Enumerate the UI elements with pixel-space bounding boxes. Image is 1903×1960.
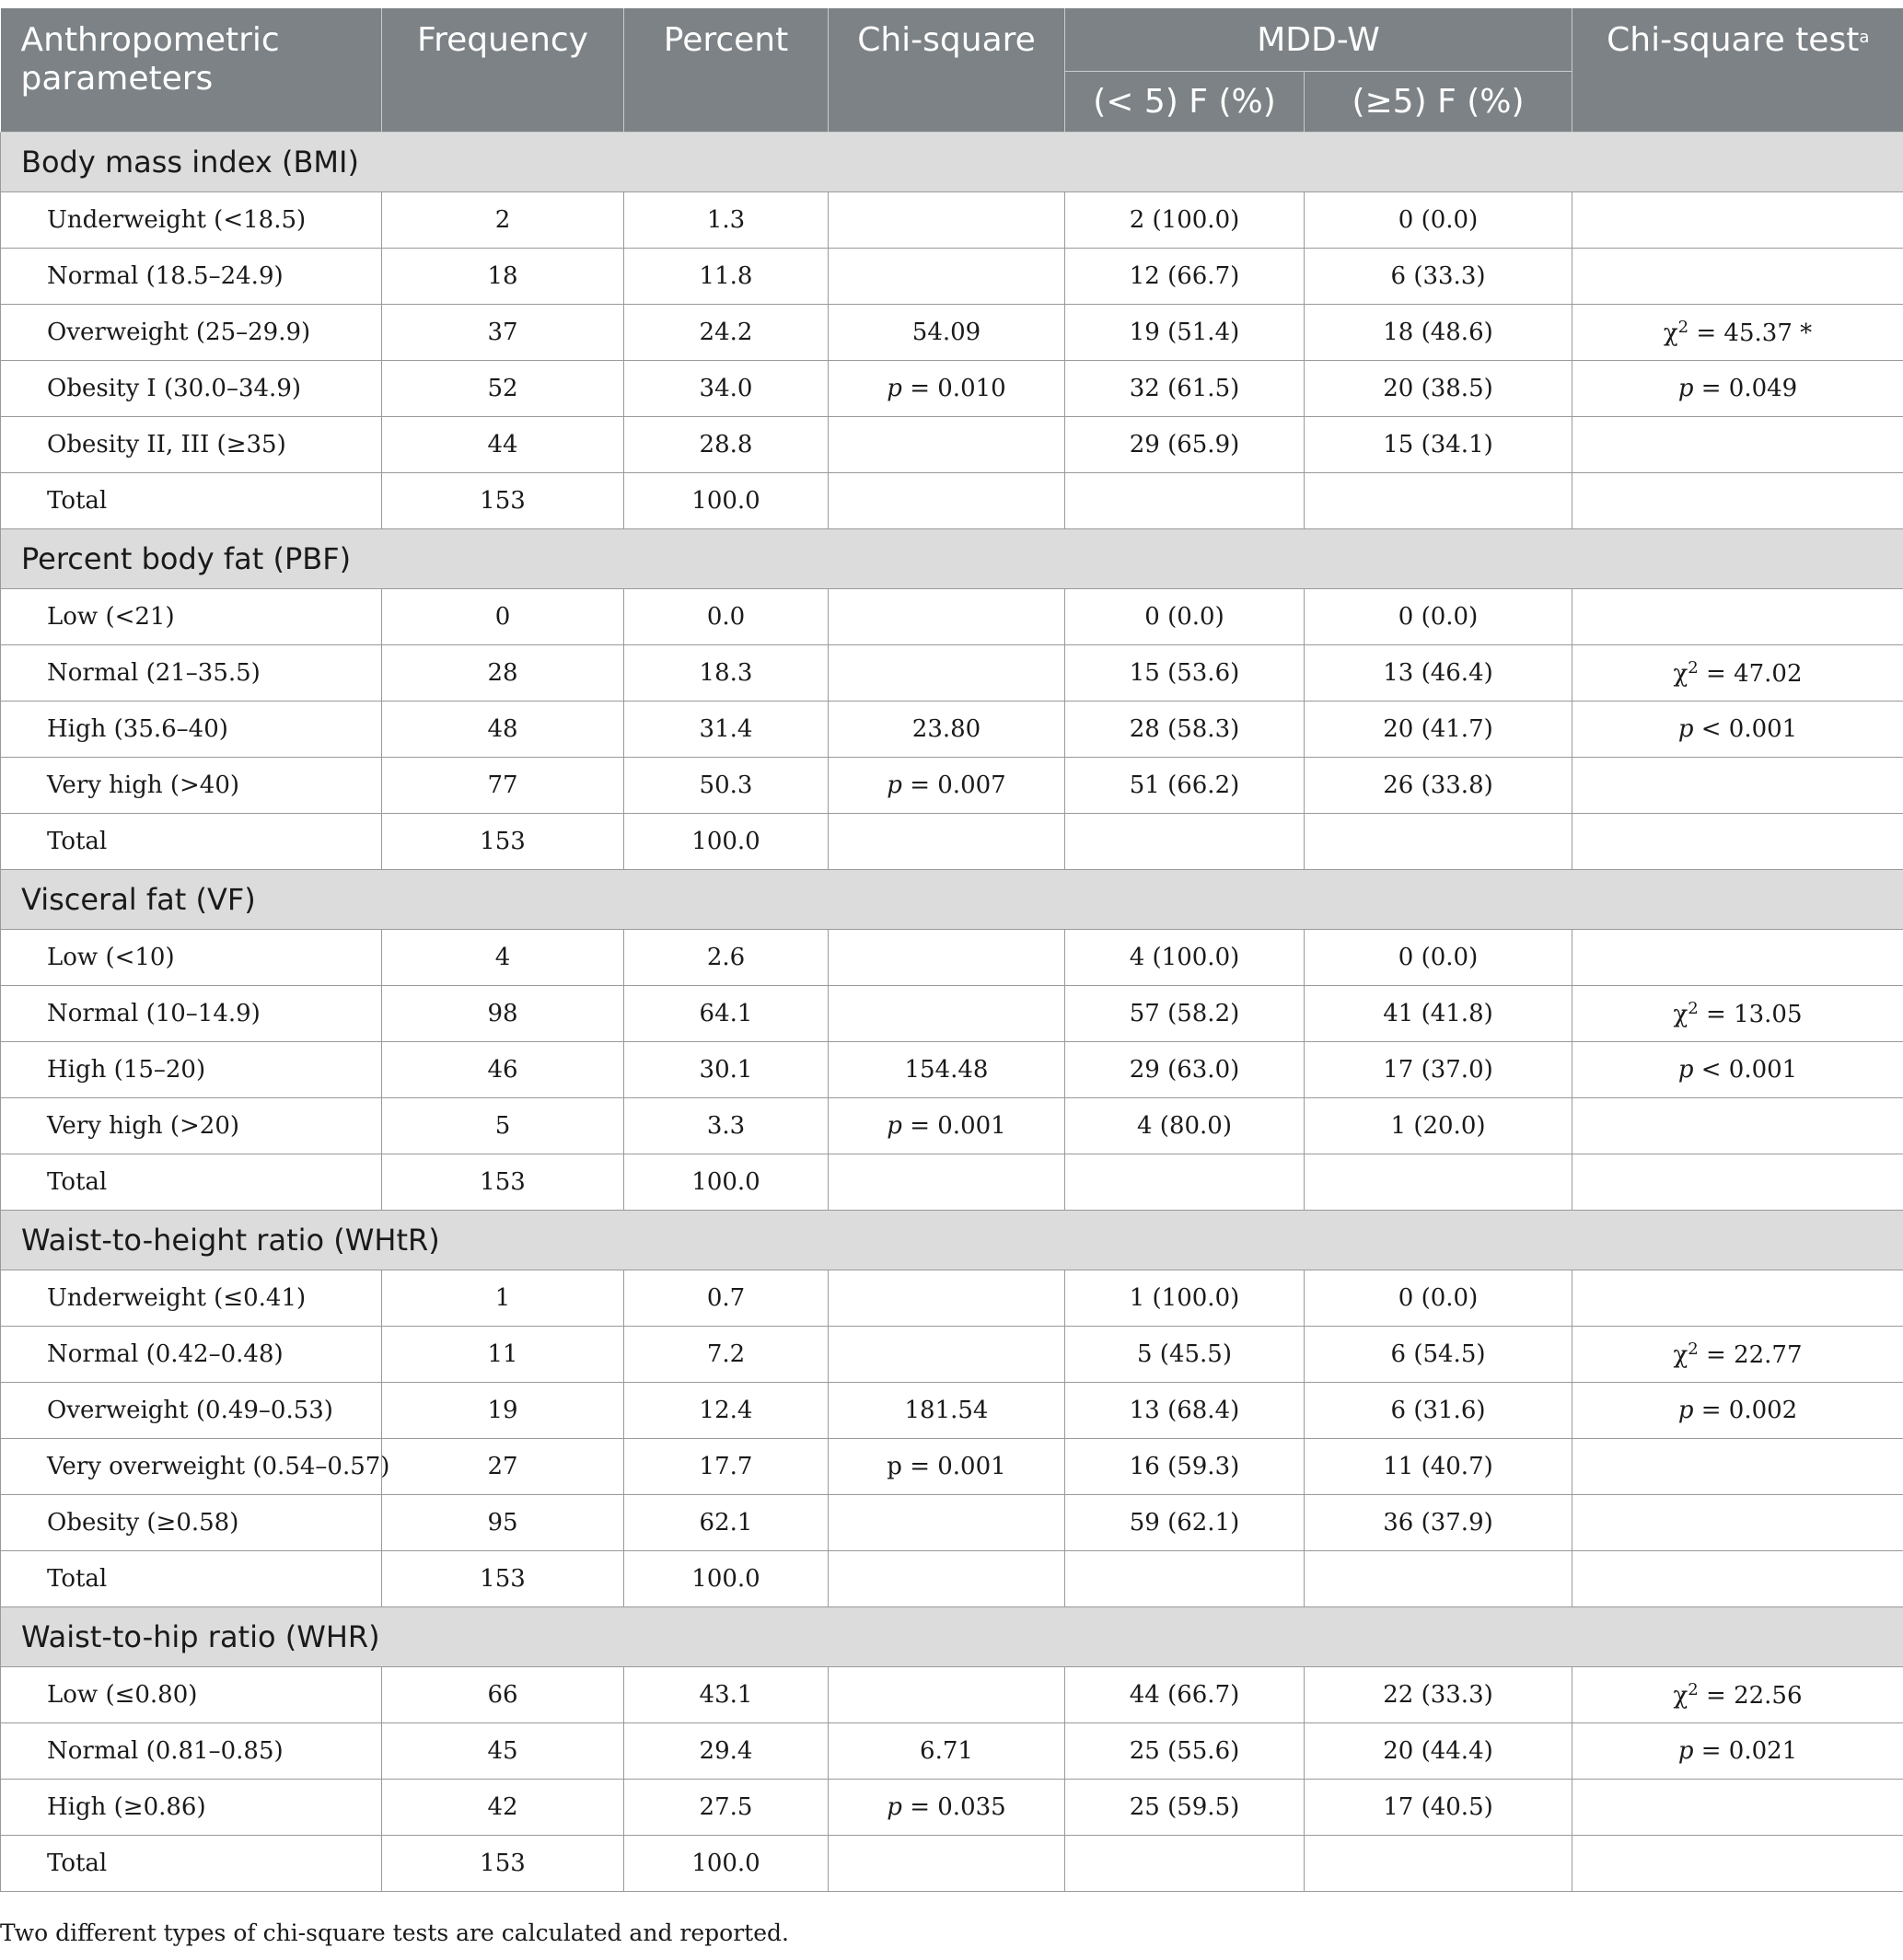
mddw-ge5-cell: 0 (0.0): [1305, 930, 1572, 986]
row-label: Total: [1, 473, 382, 529]
mddw-lt5-cell: 13 (68.4): [1065, 1383, 1305, 1439]
chi-square-test-cell: [1572, 192, 1903, 249]
chi-square-cell: [829, 1098, 1065, 1154]
table-row: [1, 305, 1903, 361]
percent-cell: 29.4: [624, 1723, 829, 1780]
squared-superscript: 2: [1688, 1340, 1699, 1359]
chi-square-test-cell: [1572, 702, 1903, 758]
chi-square-test-cell: [1572, 1439, 1903, 1495]
chi-square-cell: [829, 702, 1065, 758]
table-row: [1, 192, 1903, 249]
percent-cell: 43.1: [624, 1667, 829, 1723]
percent-cell: 1.3: [624, 192, 829, 249]
frequency-cell: 66: [382, 1667, 624, 1723]
header-anthropometric-parameters: Anthropometric parameters: [1, 8, 382, 133]
chi-square-cell: [829, 361, 1065, 417]
row-label: Overweight (25–29.9): [1, 305, 382, 361]
chi-square-cell: [829, 305, 1065, 361]
frequency-cell: 153: [382, 473, 624, 529]
header-chi-square: Chi-square: [829, 8, 1065, 133]
percent-cell: 50.3: [624, 758, 829, 814]
row-label: Very overweight (0.54–0.57): [1, 1439, 382, 1495]
chi-square-cell: [829, 814, 1065, 870]
table-row: [1, 758, 1903, 814]
row-label: Normal (0.42–0.48): [1, 1327, 382, 1383]
chi-square-test-cell: [1572, 361, 1903, 417]
mddw-ge5-cell: 15 (34.1): [1305, 417, 1572, 473]
chi-square-test-cell: [1572, 473, 1903, 529]
chi-symbol: χ: [1673, 1341, 1688, 1369]
p-symbol: p: [887, 375, 902, 402]
chi-square-cell: [829, 1836, 1065, 1892]
row-label: High (35.6–40): [1, 702, 382, 758]
chi-square-test-cell: [1572, 1780, 1903, 1836]
chi-square-cell: [829, 589, 1065, 645]
mddw-ge5-cell: 18 (48.6): [1305, 305, 1572, 361]
anthropometric-table: [0, 8, 1903, 1892]
mddw-lt5-cell: 4 (100.0): [1065, 930, 1305, 986]
frequency-cell: 18: [382, 249, 624, 305]
table-body: [1, 133, 1903, 1892]
mddw-lt5-cell: 15 (53.6): [1065, 645, 1305, 702]
frequency-cell: 153: [382, 814, 624, 870]
table-row: [1, 1780, 1903, 1836]
percent-cell: 31.4: [624, 702, 829, 758]
percent-cell: 62.1: [624, 1495, 829, 1551]
frequency-cell: 153: [382, 1551, 624, 1607]
chi-square-test-cell: [1572, 249, 1903, 305]
mddw-ge5-cell: 17 (40.5): [1305, 1780, 1572, 1836]
row-label: Obesity I (30.0–34.9): [1, 361, 382, 417]
table-row: [1, 1495, 1903, 1551]
p-symbol: p: [887, 1112, 902, 1140]
row-label: Underweight (≤0.41): [1, 1270, 382, 1327]
table-footnote: Two different types of chi-square tests are calculated and reported.: [0, 1919, 789, 1946]
section-title: Percent body fat (PBF): [1, 529, 1903, 589]
mddw-ge5-cell: 17 (37.0): [1305, 1042, 1572, 1098]
row-label: Normal (0.81–0.85): [1, 1723, 382, 1780]
table-row: [1, 249, 1903, 305]
frequency-cell: 153: [382, 1836, 624, 1892]
row-label: Obesity (≥0.58): [1, 1495, 382, 1551]
row-label: Total: [1, 814, 382, 870]
row-label: Total: [1, 1154, 382, 1211]
percent-cell: 28.8: [624, 417, 829, 473]
chi-square-cell: [829, 758, 1065, 814]
frequency-cell: 1: [382, 1270, 624, 1327]
header-chi-square-test: [1572, 8, 1903, 133]
frequency-cell: 37: [382, 305, 624, 361]
p-symbol: p: [887, 1793, 902, 1821]
p-value: = 0.035: [901, 1793, 1006, 1821]
squared-superscript: 2: [1677, 318, 1689, 337]
p-symbol: p: [1677, 1737, 1694, 1765]
frequency-cell: 153: [382, 1154, 624, 1211]
mddw-lt5-cell: [1065, 1836, 1305, 1892]
table-row: [1, 1551, 1903, 1607]
mddw-ge5-cell: [1305, 1551, 1572, 1607]
row-label: Total: [1, 1836, 382, 1892]
frequency-cell: 4: [382, 930, 624, 986]
frequency-cell: 5: [382, 1098, 624, 1154]
mddw-lt5-cell: [1065, 1551, 1305, 1607]
chi-square-cell: [829, 1327, 1065, 1383]
row-label: Obesity II, III (≥35): [1, 417, 382, 473]
section-header-row: [1, 870, 1903, 930]
row-label: High (15–20): [1, 1042, 382, 1098]
mddw-lt5-cell: 29 (63.0): [1065, 1042, 1305, 1098]
chi-square-test-cell: [1572, 645, 1903, 702]
mddw-ge5-cell: [1305, 1154, 1572, 1211]
section-title: Visceral fat (VF): [1, 870, 1903, 930]
frequency-cell: 2: [382, 192, 624, 249]
chi-symbol: χ: [1663, 319, 1678, 347]
mddw-lt5-cell: 2 (100.0): [1065, 192, 1305, 249]
percent-cell: 17.7: [624, 1439, 829, 1495]
row-label: Very high (>40): [1, 758, 382, 814]
frequency-cell: 27: [382, 1439, 624, 1495]
header-frequency: Frequency: [382, 8, 624, 133]
table-row: [1, 1667, 1903, 1723]
chi-square-test-cell: [1572, 1270, 1903, 1327]
chi-square-test-cell: [1572, 1154, 1903, 1211]
chi-square-test-cell: [1572, 930, 1903, 986]
mddw-ge5-cell: [1305, 473, 1572, 529]
percent-cell: 7.2: [624, 1327, 829, 1383]
chi-symbol: χ: [1673, 1001, 1688, 1028]
chi-square-test-cell: [1572, 1383, 1903, 1439]
p-value: = 0.049: [1693, 375, 1798, 402]
frequency-cell: 42: [382, 1780, 624, 1836]
chi-square-test-cell: [1572, 417, 1903, 473]
chi-square-cell: [829, 1667, 1065, 1723]
mddw-ge5-cell: 41 (41.8): [1305, 986, 1572, 1042]
table-row: [1, 417, 1903, 473]
percent-cell: 2.6: [624, 930, 829, 986]
chi-square-test-cell: [1572, 1667, 1903, 1723]
p-symbol: p: [1677, 1397, 1694, 1424]
chi-square-test-cell: [1572, 814, 1903, 870]
table-row: [1, 1723, 1903, 1780]
frequency-cell: 11: [382, 1327, 624, 1383]
row-label: Low (≤0.80): [1, 1667, 382, 1723]
mddw-ge5-cell: 20 (38.5): [1305, 361, 1572, 417]
mddw-lt5-cell: 5 (45.5): [1065, 1327, 1305, 1383]
p-symbol: p: [887, 771, 902, 799]
percent-cell: 0.7: [624, 1270, 829, 1327]
section-header-row: [1, 529, 1903, 589]
table-row: [1, 361, 1903, 417]
mddw-ge5-cell: 6 (54.5): [1305, 1327, 1572, 1383]
mddw-lt5-cell: 57 (58.2): [1065, 986, 1305, 1042]
table-row: [1, 1270, 1903, 1327]
table-row: [1, 702, 1903, 758]
footnote-marker-a: a: [1859, 28, 1870, 47]
p-value: = 0.001: [901, 1112, 1006, 1140]
p-value: = 0.010: [901, 375, 1006, 402]
header-chi-square-test-label: Chi-square test: [1607, 21, 1860, 59]
mddw-ge5-cell: 36 (37.9): [1305, 1495, 1572, 1551]
percent-cell: 100.0: [624, 1154, 829, 1211]
chi-square-test-cell: [1572, 1723, 1903, 1780]
row-label: High (≥0.86): [1, 1780, 382, 1836]
mddw-lt5-cell: 29 (65.9): [1065, 417, 1305, 473]
squared-superscript: 2: [1688, 1680, 1699, 1699]
row-label: Normal (18.5–24.9): [1, 249, 382, 305]
mddw-lt5-cell: 32 (61.5): [1065, 361, 1305, 417]
p-value: = 0.021: [1693, 1737, 1798, 1765]
chi-square-statistic: = 45.37 *: [1688, 319, 1813, 347]
table-row: [1, 589, 1903, 645]
mddw-lt5-cell: 16 (59.3): [1065, 1439, 1305, 1495]
p-value: < 0.001: [1693, 715, 1798, 743]
header-percent: Percent: [624, 8, 829, 133]
section-title: Waist-to-hip ratio (WHR): [1, 1607, 1903, 1667]
frequency-cell: 19: [382, 1383, 624, 1439]
mddw-ge5-cell: 20 (41.7): [1305, 702, 1572, 758]
mddw-lt5-cell: [1065, 473, 1305, 529]
mddw-lt5-cell: 4 (80.0): [1065, 1098, 1305, 1154]
table-row: [1, 814, 1903, 870]
row-label: Overweight (0.49–0.53): [1, 1383, 382, 1439]
table-row: [1, 1439, 1903, 1495]
row-label: Very high (>20): [1, 1098, 382, 1154]
chi-square-cell: [829, 1723, 1065, 1780]
chi-square-test-cell: [1572, 1098, 1903, 1154]
mddw-lt5-cell: 44 (66.7): [1065, 1667, 1305, 1723]
chi-square-test-cell: [1572, 1327, 1903, 1383]
percent-cell: 3.3: [624, 1098, 829, 1154]
chi-square-value: p = 0.001: [887, 1453, 1006, 1480]
percent-cell: 12.4: [624, 1383, 829, 1439]
p-symbol: p: [1677, 375, 1694, 402]
chi-square-test-cell: [1572, 986, 1903, 1042]
frequency-cell: 98: [382, 986, 624, 1042]
row-label: Low (<21): [1, 589, 382, 645]
section-header-row: [1, 1607, 1903, 1667]
mddw-ge5-cell: 0 (0.0): [1305, 1270, 1572, 1327]
row-label: Low (<10): [1, 930, 382, 986]
mddw-ge5-cell: 20 (44.4): [1305, 1723, 1572, 1780]
mddw-ge5-cell: [1305, 1836, 1572, 1892]
chi-square-cell: [829, 1495, 1065, 1551]
row-label: Normal (10–14.9): [1, 986, 382, 1042]
table-row: [1, 1383, 1903, 1439]
mddw-lt5-cell: 12 (66.7): [1065, 249, 1305, 305]
percent-cell: 0.0: [624, 589, 829, 645]
p-symbol: p: [1677, 1056, 1694, 1084]
p-value: = 0.002: [1693, 1397, 1798, 1424]
percent-cell: 64.1: [624, 986, 829, 1042]
chi-square-test-cell: [1572, 1042, 1903, 1098]
chi-square-statistic: = 13.05: [1698, 1001, 1803, 1028]
mddw-lt5-cell: 1 (100.0): [1065, 1270, 1305, 1327]
p-value: = 0.007: [901, 771, 1006, 799]
chi-square-cell: [829, 1551, 1065, 1607]
chi-square-cell: [829, 1780, 1065, 1836]
table-row: [1, 1098, 1903, 1154]
mddw-ge5-cell: 0 (0.0): [1305, 589, 1572, 645]
table-row: [1, 986, 1903, 1042]
percent-cell: 27.5: [624, 1780, 829, 1836]
chi-square-value: 181.54: [904, 1397, 989, 1424]
percent-cell: 30.1: [624, 1042, 829, 1098]
row-label: Total: [1, 1551, 382, 1607]
mddw-ge5-cell: 11 (40.7): [1305, 1439, 1572, 1495]
percent-cell: 11.8: [624, 249, 829, 305]
chi-square-cell: [829, 930, 1065, 986]
section-title: Body mass index (BMI): [1, 133, 1903, 192]
frequency-cell: 77: [382, 758, 624, 814]
mddw-lt5-cell: 59 (62.1): [1065, 1495, 1305, 1551]
chi-square-cell: [829, 1042, 1065, 1098]
mddw-ge5-cell: 26 (33.8): [1305, 758, 1572, 814]
table-row: [1, 1042, 1903, 1098]
table-row: [1, 1836, 1903, 1892]
table-row: [1, 645, 1903, 702]
table-row: [1, 473, 1903, 529]
percent-cell: 100.0: [624, 473, 829, 529]
mddw-lt5-cell: 28 (58.3): [1065, 702, 1305, 758]
p-symbol: p: [1677, 715, 1694, 743]
frequency-cell: 0: [382, 589, 624, 645]
chi-square-cell: [829, 1383, 1065, 1439]
percent-cell: 100.0: [624, 814, 829, 870]
chi-square-value: 54.09: [911, 319, 981, 346]
mddw-lt5-cell: [1065, 814, 1305, 870]
mddw-lt5-cell: 25 (55.6): [1065, 1723, 1305, 1780]
header-mddw-lt5: (< 5) F (%): [1065, 72, 1305, 133]
section-header-row: [1, 133, 1903, 192]
chi-square-test-cell: [1572, 758, 1903, 814]
header-mddw-ge5: (≥5) F (%): [1305, 72, 1572, 133]
chi-square-value: 23.80: [911, 715, 981, 743]
chi-square-statistic: = 22.56: [1698, 1682, 1803, 1710]
mddw-lt5-cell: 51 (66.2): [1065, 758, 1305, 814]
mddw-lt5-cell: [1065, 1154, 1305, 1211]
mddw-ge5-cell: 22 (33.3): [1305, 1667, 1572, 1723]
mddw-ge5-cell: 0 (0.0): [1305, 192, 1572, 249]
frequency-cell: 45: [382, 1723, 624, 1780]
chi-square-cell: [829, 1270, 1065, 1327]
chi-square-cell: [829, 645, 1065, 702]
mddw-ge5-cell: 13 (46.4): [1305, 645, 1572, 702]
row-label: Normal (21–35.5): [1, 645, 382, 702]
mddw-ge5-cell: 6 (33.3): [1305, 249, 1572, 305]
chi-square-test-cell: [1572, 305, 1903, 361]
mddw-ge5-cell: 6 (31.6): [1305, 1383, 1572, 1439]
header-mdd-w: MDD-W: [1065, 8, 1572, 72]
chi-square-cell: [829, 473, 1065, 529]
frequency-cell: 28: [382, 645, 624, 702]
frequency-cell: 95: [382, 1495, 624, 1551]
mddw-ge5-cell: 1 (20.0): [1305, 1098, 1572, 1154]
chi-square-statistic: = 47.02: [1698, 660, 1803, 688]
percent-cell: 34.0: [624, 361, 829, 417]
chi-square-test-cell: [1572, 1495, 1903, 1551]
mddw-lt5-cell: 25 (59.5): [1065, 1780, 1305, 1836]
p-value: < 0.001: [1693, 1056, 1798, 1084]
chi-square-cell: [829, 417, 1065, 473]
chi-square-cell: [829, 1439, 1065, 1495]
squared-superscript: 2: [1688, 658, 1699, 678]
section-title: Waist-to-height ratio (WHtR): [1, 1211, 1903, 1270]
chi-square-test-cell: [1572, 1836, 1903, 1892]
chi-square-value: 6.71: [920, 1737, 973, 1765]
mddw-lt5-cell: 19 (51.4): [1065, 305, 1305, 361]
table-row: [1, 1327, 1903, 1383]
chi-square-cell: [829, 1154, 1065, 1211]
chi-square-cell: [829, 249, 1065, 305]
table-header: [1, 8, 1903, 133]
chi-square-test-cell: [1572, 589, 1903, 645]
chi-square-value: 154.48: [904, 1056, 989, 1084]
chi-square-cell: [829, 986, 1065, 1042]
row-label: Underweight (<18.5): [1, 192, 382, 249]
percent-cell: 18.3: [624, 645, 829, 702]
chi-symbol: χ: [1673, 1682, 1688, 1710]
chi-symbol: χ: [1673, 660, 1688, 688]
chi-square-statistic: = 22.77: [1698, 1341, 1803, 1369]
squared-superscript: 2: [1688, 999, 1699, 1018]
table-row: [1, 930, 1903, 986]
mddw-lt5-cell: 0 (0.0): [1065, 589, 1305, 645]
mddw-ge5-cell: [1305, 814, 1572, 870]
frequency-cell: 48: [382, 702, 624, 758]
section-header-row: [1, 1211, 1903, 1270]
frequency-cell: 44: [382, 417, 624, 473]
chi-square-cell: [829, 192, 1065, 249]
table-row: [1, 1154, 1903, 1211]
percent-cell: 100.0: [624, 1836, 829, 1892]
percent-cell: 24.2: [624, 305, 829, 361]
chi-square-test-cell: [1572, 1551, 1903, 1607]
frequency-cell: 46: [382, 1042, 624, 1098]
frequency-cell: 52: [382, 361, 624, 417]
percent-cell: 100.0: [624, 1551, 829, 1607]
